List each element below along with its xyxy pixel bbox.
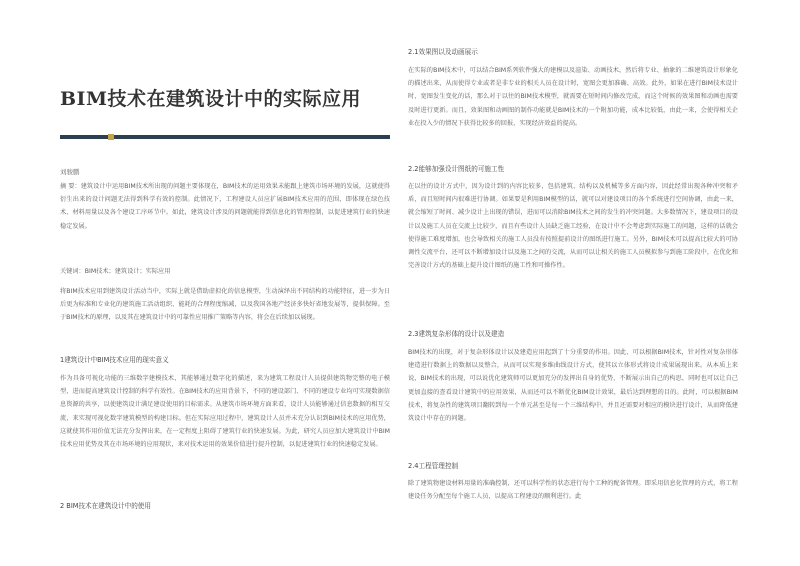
author-name: 刘骏鹏 — [60, 168, 80, 176]
section-1-body: 作为具备可视化功能的三维数字建模技术，其能够通过数字化的描述，来为建筑工程设计人员提供建筑物完整的电子模型，进而提高建筑设计控制的科学有效性。在BIM技术的应用背景下，不同的建设部门、不同的建设专业均可实现数据信息资源的共享，以使建筑设计满足建设使用的目标需求。从建筑市场环境方面来看，设计人员能够通过信息数据的相互交流，来实现可视化数字建筑模型的构建目标。但在实际应用过程中，建筑设计人员并未充分认识到BIM技术的应用优势，这就使其作用价值无法充分发挥出来，在一定程度上阻碍了建筑行业的快速发展。为此，研究人员应加大建筑设计中BIM技术应用优势及其在市场环境的应用现状，来对技术运用的效果价值进行提升控制，以促进建筑行业的快速稳定发展。 — [60, 375, 390, 449]
abstract-paragraph: 摘 要：建筑设计中运用BIM技术所出现的问题主要体现在，BIM技术的运用效果未能跟上建筑市场环境的发展，这就使得衍生出来的设计问题无法得到科学有效的控制。此情况下，工程建设人员应扩展BIM技术应用的范围，即体现在绿色技术、材料用量以及各个建设工序环节中。如此，建筑设计涉及的问题就能得到信息化的管理控制，以促进建筑行业的快速稳定发展。 — [60, 183, 390, 230]
section-1-heading: 1建筑设计中BIM技术应用的现实意义 — [60, 356, 169, 364]
divider-accent — [108, 134, 114, 140]
section-2-4-body: 除了建筑物建设材料用量的准确控制，还可以科学性的状态进行每个工种的配备管理。即采用信息化管理的方式，将工程建设任务分配至每个施工人员，以提高工程建设的顺利进行。此 — [408, 480, 738, 501]
section-2-1-heading: 2.1效果图以及动画展示 — [408, 48, 478, 56]
section-2-2-body: 在以往的设计方式中，因为设计到的内容比较多，包括建筑、结构以及机械等多方面内容，因此经常出现各种冲突和矛盾，而且短时间内很难进行协调。如果要是利用BIM模型的话，就可以对建设项目的各个系统进行空间协调，由此一来，就会缩短了时间、减少设计上出现的错误，进而可以消除BIM技术之间的发生的冲突问题。大多数情况下，建设项目的设计以及施工人员在交流上比较少，而且有些设计人员缺乏施工经验，在设计中不会考虑到实际施工的问题，这样的话就会使得施工难度增加，也会导致相关的施工人员没有按照提前设计的图纸进行施工。另外，BIM技术可以提高比较大的可协调性交流平台，还可以不断增加设计以及施工之间的交流，从而可以让相关的施工人员模拟参与到施工阶段中，在优化和完善设计方式的基础上提升设计图纸的施工性和可操作性。 — [408, 183, 738, 270]
section-2-heading: 2 BIM技术在建筑设计中的使用 — [60, 502, 151, 510]
document-title: BIM技术在建筑设计中的实际应用 — [60, 88, 361, 110]
section-2-3-body: BIM技术的出现，对于复杂形体设计以及建造应用起到了十分重要的作用。因此，可以根据BIM技术，针对性对复杂形体建造进行数据上的数据以及整合，从而可以实现多维曲线设计方式，使其以立体形式将设计成果展现出来。从本质上来说，BIM技术的出现，可以说优化建筑师可以更加充分的发挥出自身的优势，不断展示出自己的构思，同时也可以让自己更加直接的查看设计建筑中的应用效果，从而还可以不断优化BIM设计效果，最后达到理想的目的。此时，可以根据BIM技术，将复杂性的建筑项目翻转到每一个单元甚至是每一个三维结构中，并且还需要对相应的模块进行设计，从而降低建筑设计中存在的问题。 — [408, 349, 738, 423]
section-2-2-heading: 2.2能够加强设计图纸的可施工性 — [408, 165, 505, 173]
section-2-4-heading: 2.4工程管理控制 — [408, 462, 459, 470]
keywords-line: 关键词：BIM技术；建筑设计；实际应用 — [60, 268, 171, 275]
section-2-3-heading: 2.3建筑复杂形体的设计以及建造 — [408, 330, 505, 338]
section-2-1-body: 在实际的BIM技术中，可以结合BIM系列软件强大的建模以及渲染、动画技术，然后将专业、抽象的二维建筑设计形象化的描述出来，从而使得专业或者是非专业的相关人员在设计时，宽图会更加准确、高效。此外，如果在进行BIM技术设计时，宽图发生变化的话，那么对于以往的BIM技术模型，就需要在短时间内修改完成，而这个时候的效果图和动画也需要及时进行更新。而且，效果图和动画图的制作功能就是BIM技术的一个附加功能，成本比较低，由此一来，会使得相关企业在投入少的情况下获得比较多的回报，实现经济效益的提高。 — [408, 67, 738, 127]
intro-paragraph: 将BIM技术应用到建筑设计活动当中，实际上就是借助虚拟化的信息模型，生动演绎出不同结构的功能特征，进一步为日后更为标准和专业化的建筑施工活动组织、能耗的合理程度缩减，以及我国各地产经济多快好省地发展等，提供保障。至于BIM技术的原理，以及其在建筑设计中的可靠性应用推广策略等内容，将会在后续加以展现。 — [60, 288, 390, 322]
title-divider — [60, 135, 390, 139]
